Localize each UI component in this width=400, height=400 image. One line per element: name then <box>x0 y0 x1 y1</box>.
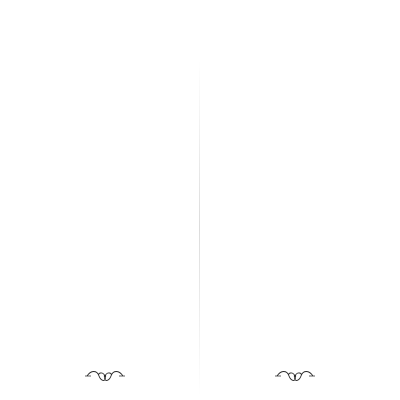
ornament-scroll-icon-graphic <box>83 368 127 384</box>
page-gutter <box>199 60 200 396</box>
right-page <box>210 68 380 394</box>
ornament-scroll-icon-graphic <box>273 368 317 384</box>
ornament-scroll-icon <box>210 368 380 386</box>
ornament-scroll-icon <box>20 368 190 386</box>
left-page <box>20 68 190 394</box>
